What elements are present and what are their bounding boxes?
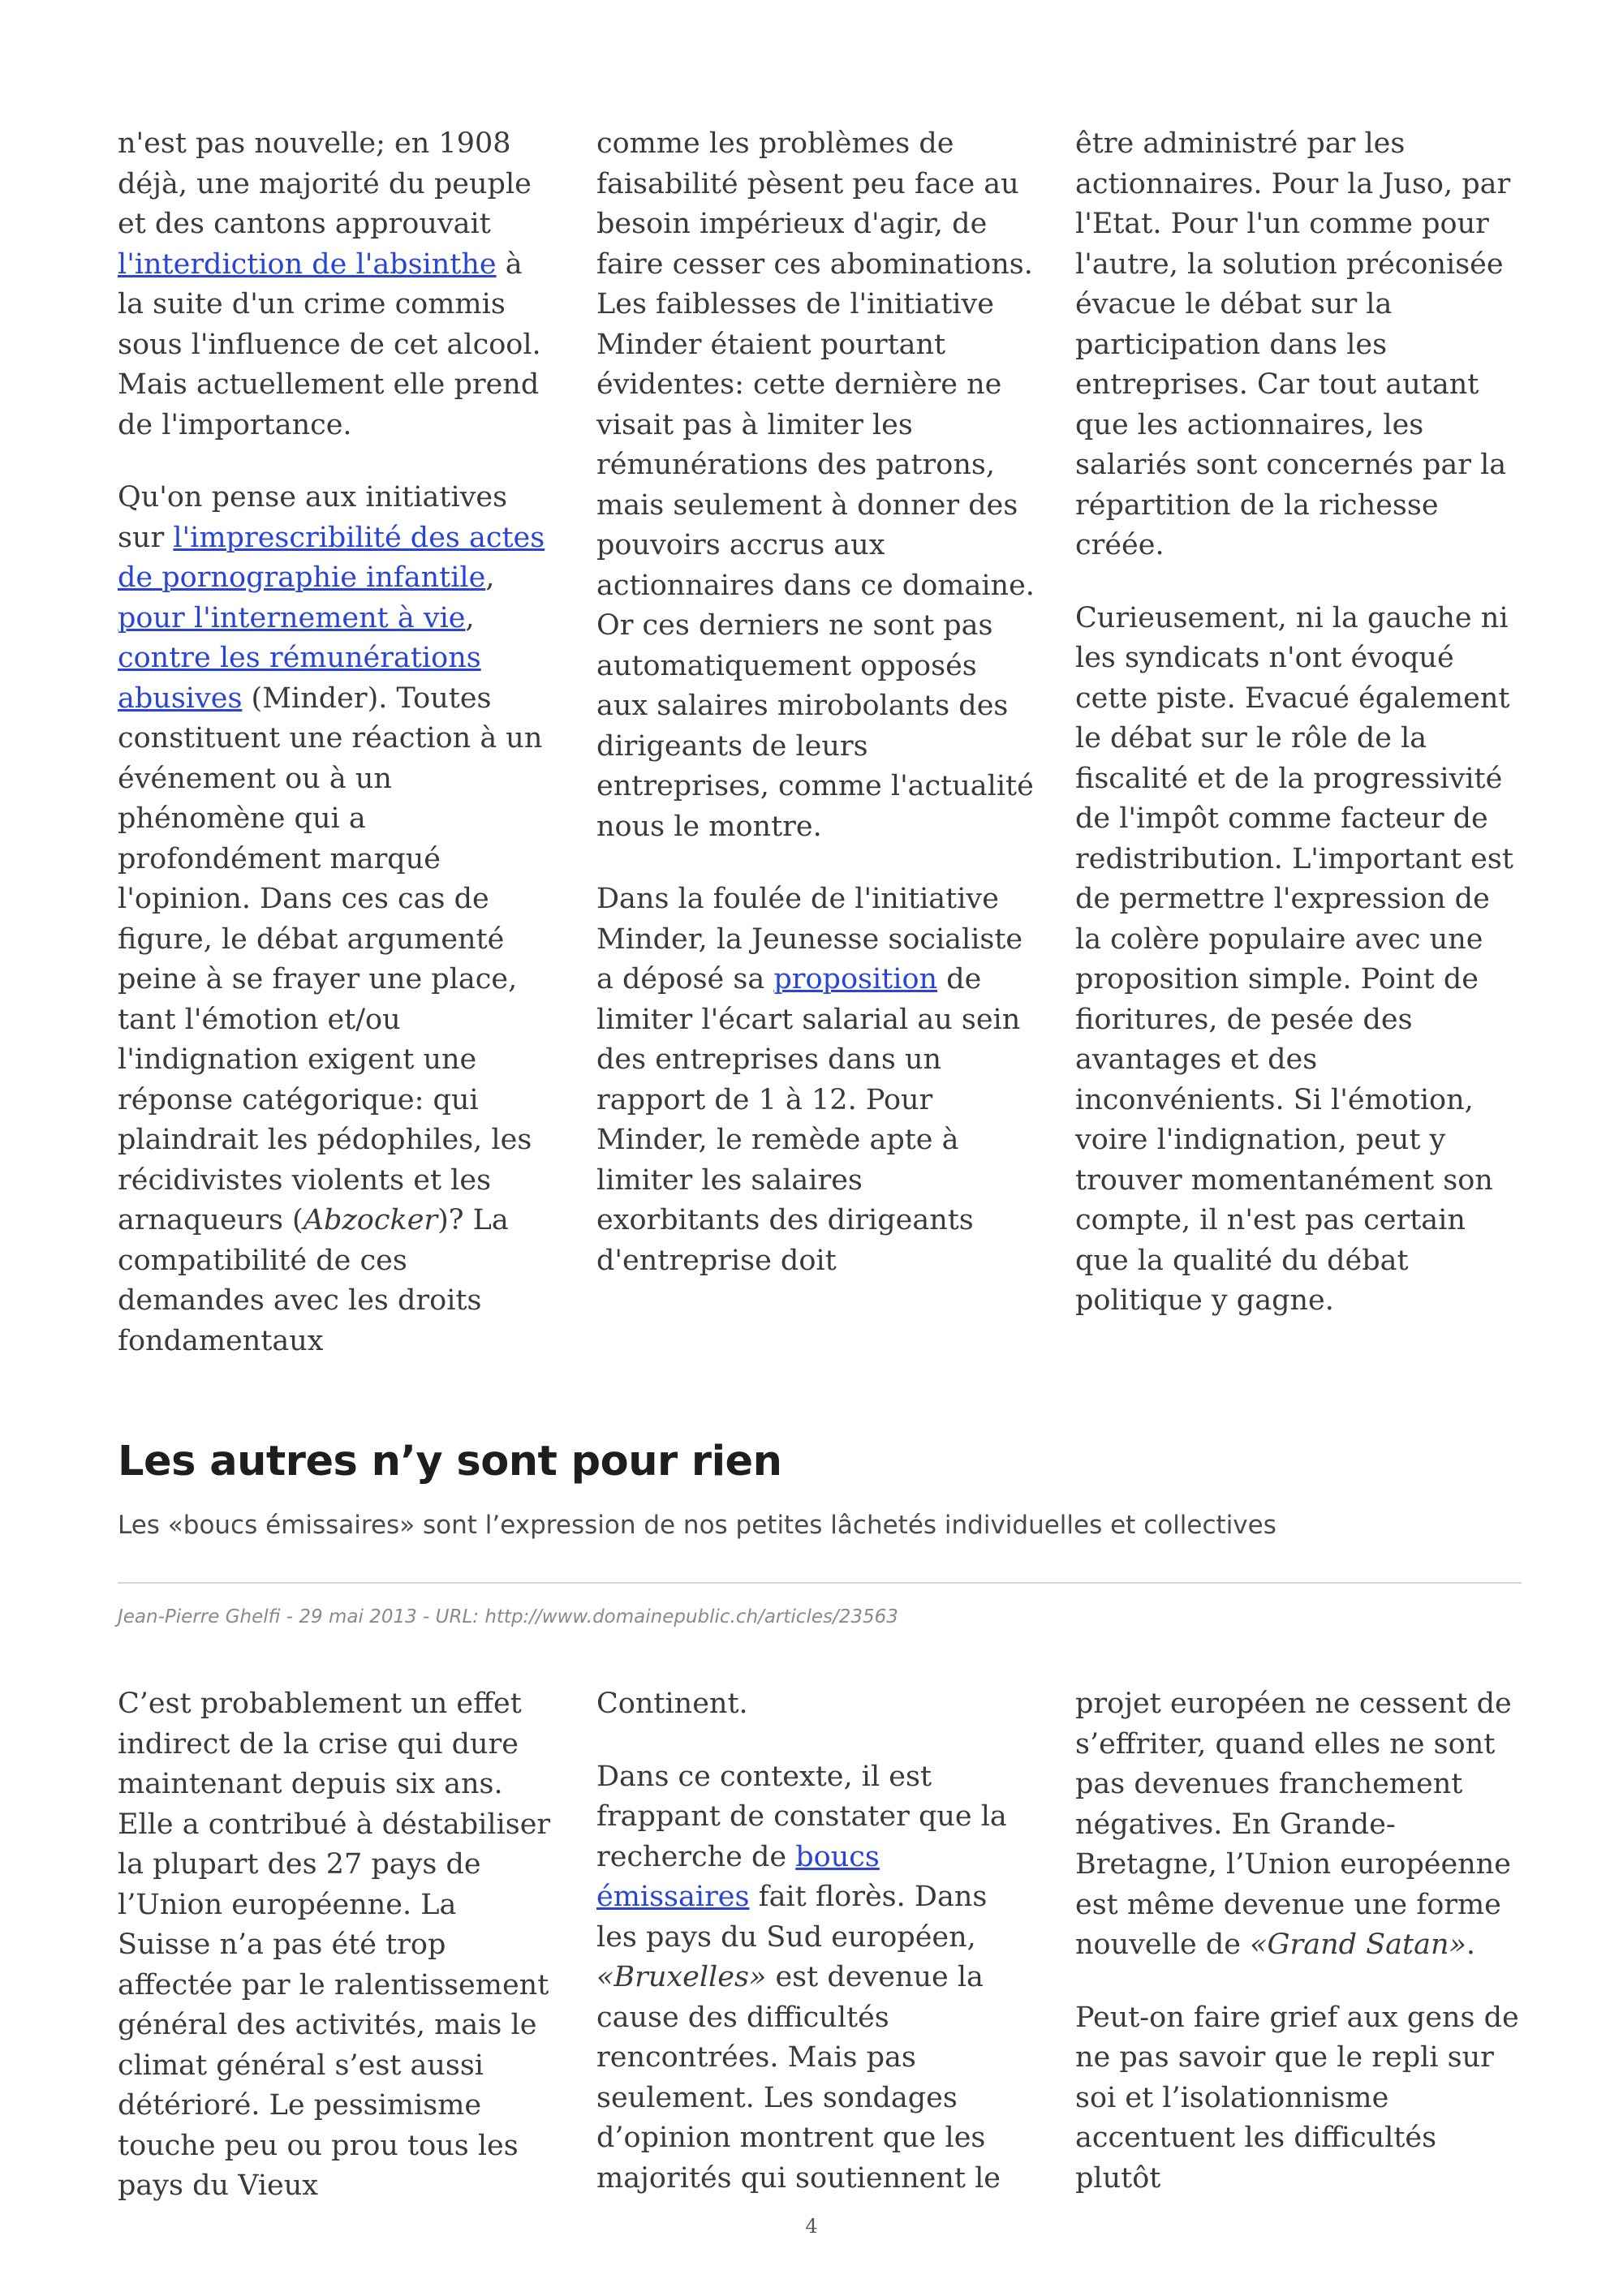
link-juso-proposal[interactable]: proposition — [773, 963, 938, 995]
paragraph — [1075, 1684, 1522, 1966]
paragraph: Peut-on faire grief aux gens de ne pas savoir que le repli sur soi et l’isolationnisme accentuent les difficultés plutôt — [1075, 2001, 1519, 2195]
article-column-2 — [596, 1684, 1035, 2199]
paragraph — [118, 124, 556, 445]
paragraph: C’est probablement un effet indirect de la crise qui dure maintenant depuis six ans. Elle a contribué à déstabiliser la plupart des 27 pays de l’Union européenne. La Suisse n’a pas été trop affectée par le ralentissement général des activités, mais le climat général s’est aussi détérioré. Le pessimisme touche peu ou prou tous les pays du Vieux — [118, 1688, 551, 2202]
prev-article-column-1 — [118, 124, 556, 1361]
emphasis: «Bruxelles» — [596, 1961, 767, 1993]
text: à la suite d'un crime commis sous l'influence de cet alcool. Mais actuellement elle prend de l'importance. — [118, 247, 541, 441]
paragraph — [596, 879, 1035, 1281]
text: fait florès. Dans les pays du Sud européen, — [596, 1881, 988, 1954]
text: . — [1466, 1928, 1476, 1961]
link-life-internment-initiative[interactable]: pour l'internement à vie — [118, 601, 466, 634]
article-title: Les autres n’y sont pour rien — [118, 1438, 782, 1486]
emphasis: «Grand Satan» — [1250, 1928, 1466, 1961]
text: (Minder). Toutes constituent une réaction à un événement ou à un phénomène qui a profondément marqué l'opinion. Dans ces cas de figure, le débat argumenté peine à se frayer une place, tant l'émotion et/ou l'indignation exigent une réponse catégorique: qui plaindrait les pédophiles, les récidivistes violents et les arnaqueurs ( — [118, 681, 543, 1236]
link-scapegoats[interactable]: boucs émissaires — [596, 1840, 880, 1913]
paragraph: être administré par les actionnaires. Pour la Juso, par l'Etat. Pour l'un comme pour l'autre, la solution préconisée évacue le débat sur la participation dans les entreprises. Car tout autant que les actionnaires, les salariés sont concernés par la répartition de la richesse créée. — [1075, 127, 1511, 561]
text: est devenue la cause des difficultés rencontrées. Mais pas seulement. Les sondages d’opinion montrent que les majorités qui soutiennent le — [596, 1961, 1001, 2195]
text: , — [485, 561, 495, 594]
paragraph: comme les problèmes de faisabilité pèsent peu face au besoin impérieux d'agir, de faire cesser ces abominations. Les faiblesses de l'initiative Minder étaient pourtant évidentes: cette dernière ne visait pas à limiter les rémunérations des patrons, mais seulement à donner des pouvoirs accrus aux actionnaires dans ce domaine. Or ces derniers ne sont pas automatiquement opposés aux salaires mirobolants des dirigeants de leurs entreprises, comme l'actualité nous le montre. — [596, 127, 1035, 843]
link-absinthe-ban[interactable]: l'interdiction de l'absinthe — [118, 247, 497, 281]
text: )? La compatibilité de ces demandes avec les droits fondamentaux — [118, 1204, 509, 1357]
text: Dans la foulée de l'initiative Minder, la Jeunesse socialiste a déposé sa — [596, 883, 1023, 995]
link-abusive-pay-initiative[interactable]: contre les rémunérations abusives — [118, 642, 481, 715]
paragraph — [596, 1757, 1035, 2199]
article-column-1 — [118, 1684, 556, 2207]
page-number: 4 — [805, 2215, 818, 2238]
link-imprescriptibility-initiative[interactable]: l'imprescribilité des actes de pornographie infantile — [118, 521, 545, 594]
text: Dans ce contexte, il est frappant de constater que la recherche de — [596, 1760, 1007, 1873]
prev-article-column-3 — [1075, 124, 1522, 1322]
divider — [118, 1582, 1522, 1584]
text: de limiter l'écart salarial au sein des entreprises dans un rapport de 1 à 12. Pour Minder, le remède apte à limiter les salaires exorbitants des dirigeants d'entreprise doit — [596, 963, 1021, 1277]
text: , — [465, 601, 475, 634]
paragraph: Curieusement, ni la gauche ni les syndicats n'ont évoqué cette piste. Evacué également le débat sur le rôle de la fiscalité et de la progressivité de l'impôt comme facteur de redistribution. L'important est de permettre l'expression de la colère populaire avec une proposition simple. Point de fioritures, de pesée des avantages et des inconvénients. Si l'émotion, voire l'indignation, peut y trouver momentanément son compte, il n'est pas certain que la qualité du débat politique y gagne. — [1075, 601, 1513, 1317]
emphasis: Abzocker — [303, 1204, 438, 1236]
prev-article-column-2 — [596, 124, 1035, 1281]
article-meta: Jean-Pierre Ghelfi - 29 mai 2013 - URL: http://www.domainepublic.ch/articles/23563 — [118, 1606, 898, 1627]
article-subtitle: Les «boucs émissaires» sont l’expression de nos petites lâchetés individuelles et collectives — [118, 1511, 1276, 1540]
article-column-3 — [1075, 1684, 1522, 2199]
paragraph: Continent. — [596, 1688, 748, 1720]
paragraph — [118, 478, 556, 1361]
text: n'est pas nouvelle; en 1908 déjà, une majorité du peuple et des cantons approuvait — [118, 127, 532, 240]
text: projet européen ne cessent de s’effriter, quand elles ne sont pas devenues franchement négatives. En Grande-Bretagne, l’Union européenne est même devenue une forme nouvelle de — [1075, 1688, 1512, 1961]
text: Qu'on pense aux initiatives sur — [118, 481, 508, 554]
